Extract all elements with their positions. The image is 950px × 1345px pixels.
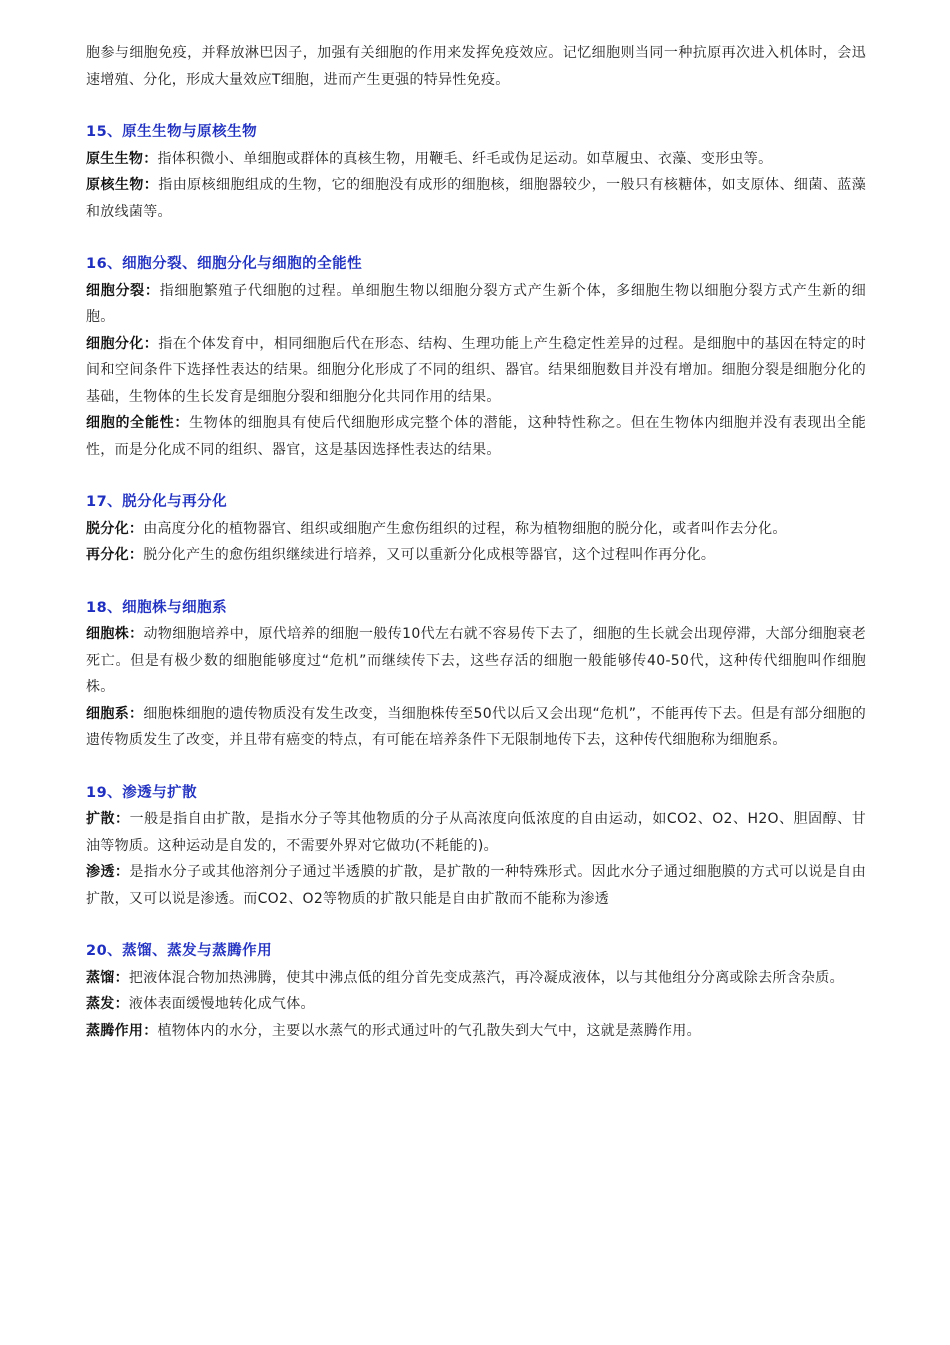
section bbox=[86, 119, 866, 225]
definition-paragraph bbox=[86, 146, 866, 173]
section bbox=[86, 780, 866, 913]
section-heading: 15、原生生物与原核生物 bbox=[86, 124, 258, 140]
section-heading: 16、细胞分裂、细胞分化与细胞的全能性 bbox=[86, 256, 363, 272]
definition-term: 蒸馏： bbox=[86, 969, 129, 986]
definition-paragraph bbox=[86, 701, 866, 754]
definition-term: 细胞分化： bbox=[86, 335, 159, 352]
definition-term: 扩散： bbox=[86, 811, 130, 827]
definition-text: 脱分化产生的愈伤组织继续进行培养，又可以重新分化成根等器官，这个过程叫作再分化。 bbox=[143, 547, 716, 563]
definition-term: 再分化： bbox=[86, 547, 144, 563]
definition-text: 植物体内的水分，主要以水蒸气的形式通过叶的气孔散失到大气中，这就是蒸腾作用。 bbox=[157, 1022, 701, 1039]
definition-text: 指细胞繁殖子代细胞的过程。单细胞生物以细胞分裂方式产生新个体，多细胞生物以细胞分裂方式产生新的细胞。 bbox=[86, 282, 866, 325]
definition-text: 指体积微小、单细胞或群体的真核生物，用鞭毛、纤毛或伪足运动。如草履虫、衣藻、变形虫等。 bbox=[157, 150, 773, 167]
definition-term: 细胞分裂： bbox=[86, 282, 160, 299]
definition-text: 动物细胞培养中，原代培养的细胞一般传10代左右就不容易传下去了，细胞的生长就会出现停滞，大部分细胞衰老死亡。但是有极少数的细胞能够度过“危机”而继续传下去，这些存活的细胞一般能够传40-50代，这种传代细胞叫作细胞株。 bbox=[86, 626, 866, 695]
definition-paragraph bbox=[86, 965, 866, 992]
definition-paragraph bbox=[86, 1018, 866, 1045]
definition-term: 蒸发： bbox=[86, 996, 129, 1012]
definition-text: 细胞株细胞的遗传物质没有发生改变，当细胞株传至50代以后又会出现“危机”，不能再传下去。但是有部分细胞的遗传物质发生了改变，并且带有癌变的特点，有可能在培养条件下无限制地传下去，这种传代细胞称为细胞系。 bbox=[86, 705, 867, 748]
section bbox=[86, 489, 866, 569]
definition-text: 把液体混合物加热沸腾，使其中沸点低的组分首先变成蒸汽，再冷凝成液体，以与其他组分分离或除去所含杂质。 bbox=[128, 969, 844, 986]
definition-paragraph bbox=[86, 278, 866, 331]
definition-paragraph bbox=[86, 172, 866, 225]
definition-text: 液体表面缓慢地转化成气体。 bbox=[128, 996, 315, 1012]
definition-paragraph bbox=[86, 806, 866, 859]
definition-paragraph bbox=[86, 331, 866, 411]
definition-term: 蒸腾作用： bbox=[86, 1022, 158, 1039]
definition-term: 原生生物： bbox=[86, 150, 158, 167]
definition-term: 原核生物： bbox=[86, 177, 159, 193]
section bbox=[86, 938, 866, 1044]
definition-paragraph bbox=[86, 516, 866, 543]
definition-text: 由高度分化的植物器官、组织或细胞产生愈伤组织的过程，称为植物细胞的脱分化，或者叫作去分化。 bbox=[143, 520, 787, 537]
definition-paragraph bbox=[86, 859, 866, 912]
sections-container bbox=[86, 119, 866, 1044]
definition-text: 指由原核细胞组成的生物，它的细胞没有成形的细胞核，细胞器较少，一般只有核糖体，如支原体、细菌、蓝藻和放线菌等。 bbox=[86, 177, 867, 220]
definition-term: 渗透： bbox=[86, 864, 130, 880]
definition-term: 脱分化： bbox=[86, 520, 144, 537]
definition-paragraph bbox=[86, 410, 866, 463]
definition-text: 指在个体发育中，相同细胞后代在形态、结构、生理功能上产生稳定性差异的过程。是细胞中的基因在特定的时间和空间条件下选择性表达的结果。细胞分化形成了不同的组织、器官。结果细胞数目并没有增加。细胞分裂是细胞分化的基础，生物体的生长发育是细胞分裂和细胞分化共同作用的结果。 bbox=[86, 335, 867, 405]
definition-text: 是指水分子或其他溶剂分子通过半透膜的扩散，是扩散的一种特殊形式。因此水分子通过细胞膜的方式可以说是自由扩散，又可以说是渗透。而CO2、O2等物质的扩散只能是自由扩散而不能称为渗透 bbox=[86, 864, 866, 907]
definition-term: 细胞株： bbox=[86, 626, 144, 642]
definition-text: 生物体的细胞具有使后代细胞形成完整个体的潜能，这种特性称之。但在生物体内细胞并没有表现出全能性，而是分化成不同的组织、器官，这是基因选择性表达的结果。 bbox=[86, 415, 866, 458]
document-page bbox=[86, 40, 866, 1044]
definition-term: 细胞系： bbox=[86, 705, 144, 722]
section-heading: 20、蒸馏、蒸发与蒸腾作用 bbox=[86, 943, 273, 959]
intro-paragraph: 胞参与细胞免疫，并释放淋巴因子，加强有关细胞的作用来发挥免疫效应。记忆细胞则当同一种抗原再次进入机体时，会迅速增殖、分化，形成大量效应T细胞，进而产生更强的特异性免疫。 bbox=[86, 45, 866, 88]
definition-term: 细胞的全能性： bbox=[86, 415, 190, 431]
definition-paragraph bbox=[86, 621, 866, 701]
section-heading: 18、细胞株与细胞系 bbox=[86, 599, 228, 616]
section bbox=[86, 595, 866, 754]
section-heading: 17、脱分化与再分化 bbox=[86, 494, 228, 510]
section-heading: 19、渗透与扩散 bbox=[86, 784, 198, 801]
section bbox=[86, 251, 866, 463]
definition-paragraph bbox=[86, 991, 866, 1018]
definition-text: 一般是指自由扩散，是指水分子等其他物质的分子从高浓度向低浓度的自由运动，如CO2、O2、H2O、胆固醇、甘油等物质。这种运动是自发的，不需要外界对它做功(不耗能的)。 bbox=[86, 811, 867, 854]
definition-paragraph bbox=[86, 542, 866, 569]
